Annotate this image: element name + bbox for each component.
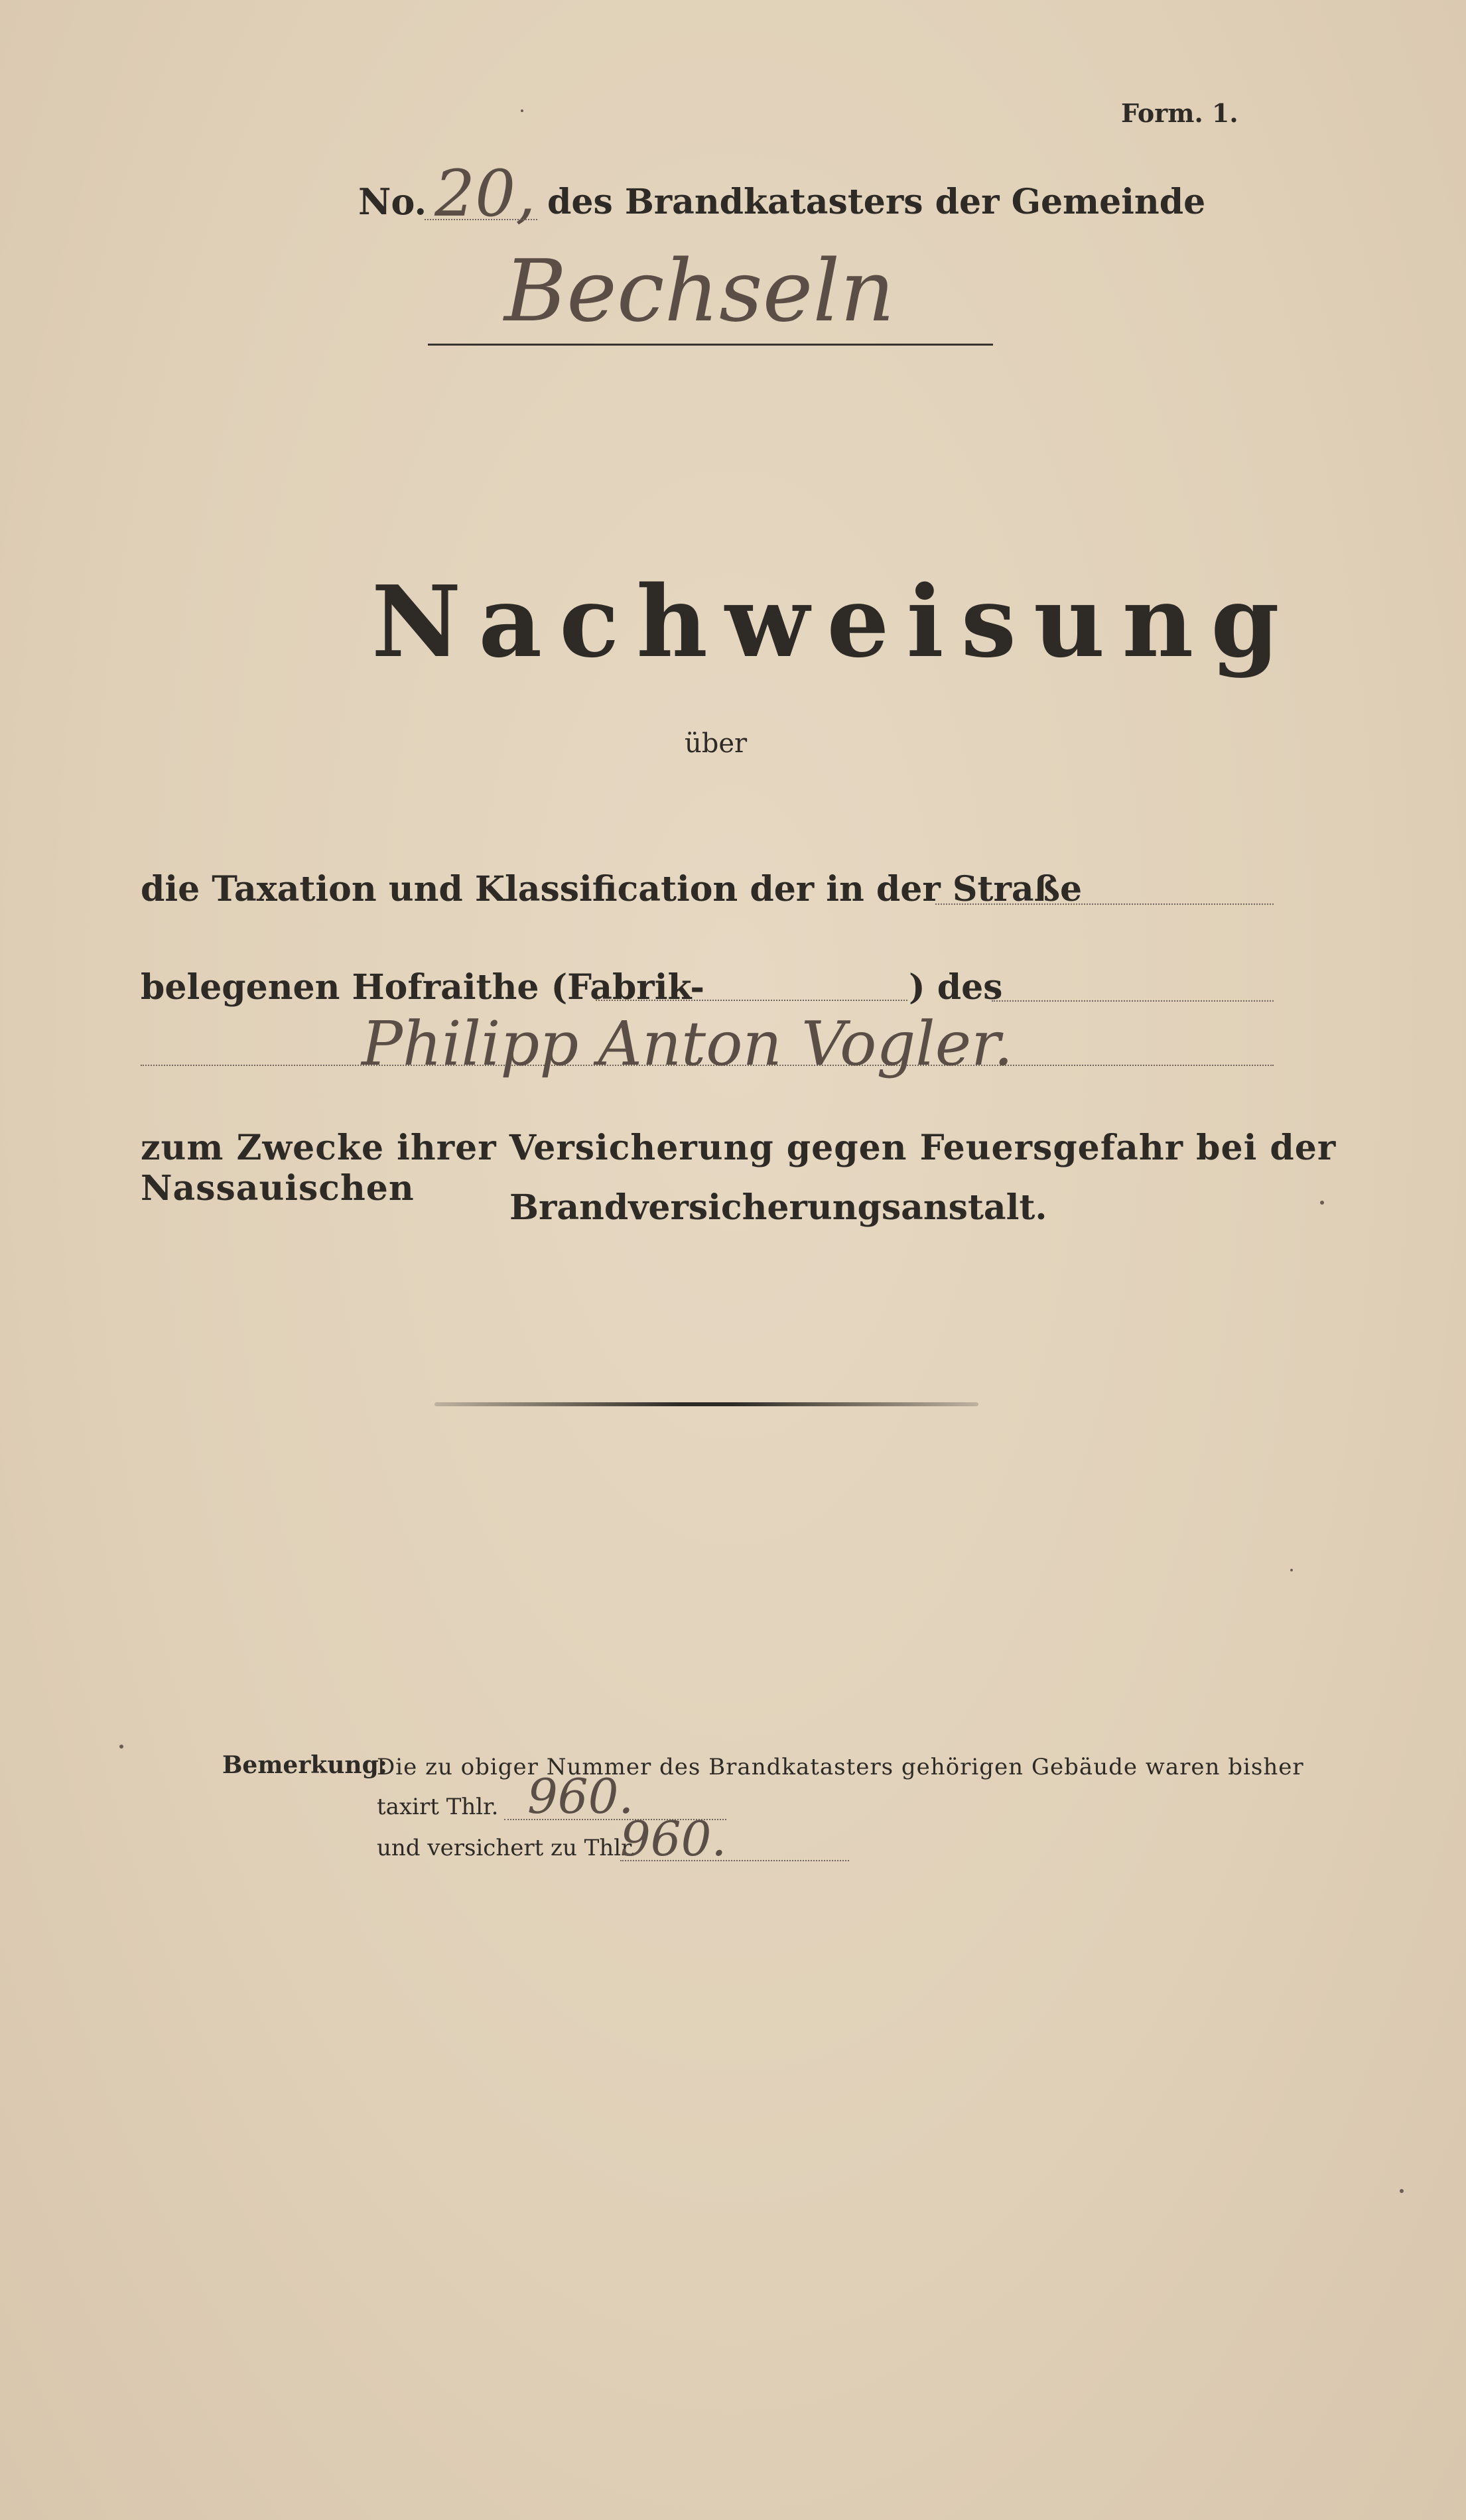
taxirt-label: taxirt Thlr. (377, 1794, 499, 1820)
page-title: Nachweisung (371, 564, 1297, 679)
owner-name: Philipp Anton Vogler. (362, 1008, 1014, 1079)
body-line-2a: belegenen Hofraithe (Fabrik- (141, 967, 704, 1008)
header-no-label: No. (358, 180, 427, 223)
header-number: 20, (434, 157, 536, 231)
header-rest: des Brandkatasters der Gemeinde (547, 182, 1206, 222)
des-dotline (992, 1000, 1274, 1002)
versichert-label: und versichert zu Thlr. (377, 1835, 637, 1861)
body-line-1: die Taxation und Klassification der in der Straße (141, 869, 1083, 909)
body-line-5: Brandversicherungsanstalt. (509, 1187, 1047, 1228)
paper-speck (119, 1745, 123, 1749)
fabrik-dotline (596, 1000, 907, 1001)
separator-line (434, 1402, 978, 1406)
ueber-text: über (685, 728, 748, 759)
gemeinde-name: Bechseln (504, 242, 895, 341)
number-dotline (425, 219, 537, 220)
paper-speck (521, 109, 523, 112)
paper-speck (1320, 1201, 1324, 1205)
paper-speck (1290, 1569, 1293, 1571)
taxirt-value: 960. (527, 1768, 634, 1824)
bemerkung-label: Bemerkung: (222, 1751, 388, 1779)
body-line-2b: ) des (909, 967, 1003, 1008)
paper-speck (1400, 2189, 1404, 2193)
gemeinde-underline (428, 344, 993, 346)
versichert-value: 960. (620, 1811, 727, 1867)
form-label: Form. 1. (1121, 98, 1238, 128)
bemerkung-text: Die zu obiger Nummer des Brandkatasters gehörigen Gebäude waren bisher (377, 1754, 1304, 1780)
body-line-4: zum Zwecke ihrer Versicherung gegen Feuersgefahr bei der Nassauischen (141, 1128, 1337, 1209)
strasse-dotline (935, 903, 1274, 905)
